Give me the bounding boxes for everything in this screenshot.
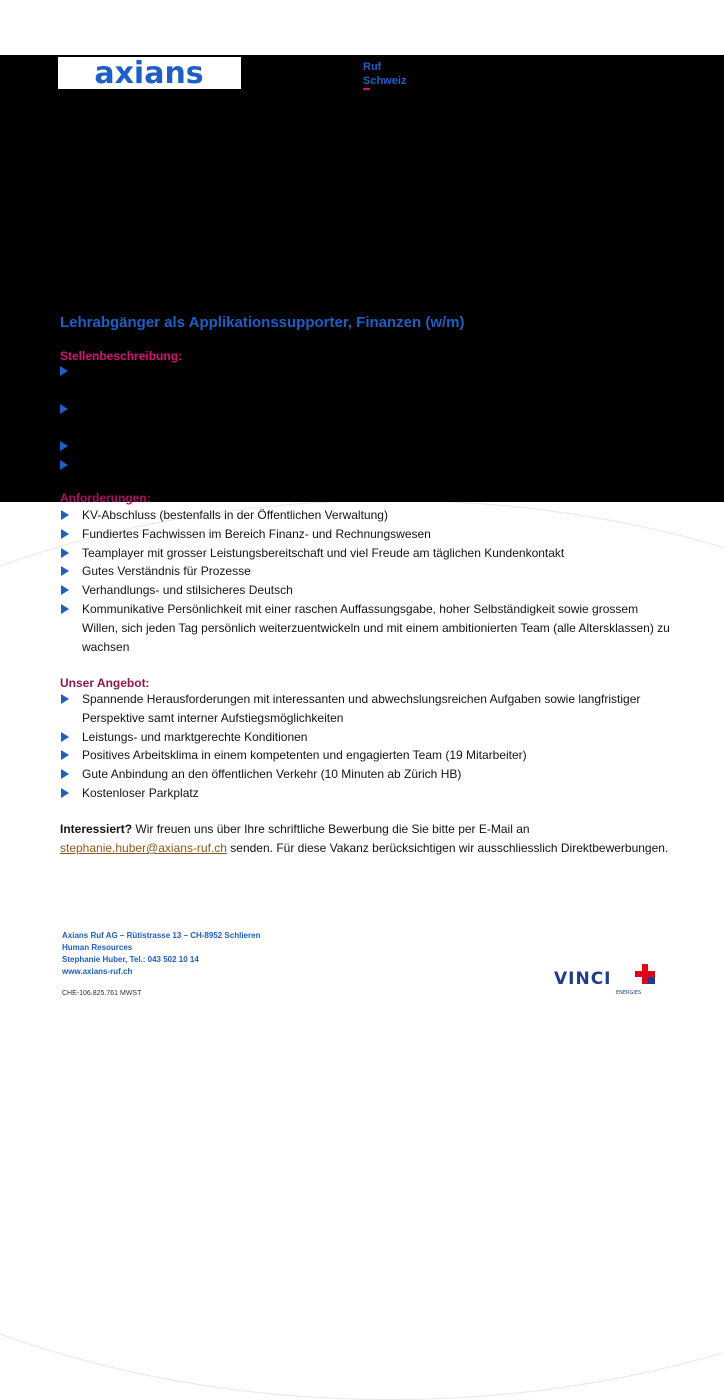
list-item: Kommunikative Persönlichkeit mit einer raschen Auffassungsgabe, hoher Selbständigkeit sowie grossem Willen, sich jeden Tag persönlich weiterzuentwickeln und mit einem ambitionierten Team (alle Altersklassen) zu wachsen — [60, 600, 670, 656]
bullet-icon — [61, 694, 69, 704]
bullet-icon — [61, 769, 69, 779]
requirements-heading: Anforderungen: — [60, 491, 151, 505]
bullet-icon — [61, 548, 69, 558]
footer-contact: Stephanie Huber, Tel.: 043 502 10 14 — [62, 955, 199, 964]
bullet-icon — [61, 585, 69, 595]
vinci-energies-logo — [554, 962, 664, 996]
bullet-icon — [61, 529, 69, 539]
closing-text-2: senden. Für diese Vakanz berücksichtigen wir ausschliesslich Direktbewerbungen. — [226, 841, 669, 855]
description-heading: Stellenbeschreibung: — [60, 349, 183, 363]
logo-text: axians — [94, 57, 204, 89]
bullet-icon — [61, 732, 69, 742]
brand-line-2: Schweiz — [363, 75, 407, 87]
list-item: Gute Anbindung an den öffentlichen Verkehr (10 Minuten ab Zürich HB) — [60, 765, 670, 784]
requirements-list — [60, 506, 670, 656]
bullet-icon — [60, 460, 68, 470]
footer-department: Human Resources — [62, 943, 133, 952]
list-item: Spannende Herausforderungen mit interessanten und abwechslungsreichen Aufgaben sowie langfristiger Perspektive samt interner Aufstiegsmöglichkeiten — [60, 690, 670, 728]
brand-line-1: Ruf — [363, 61, 382, 73]
closing-paragraph — [60, 820, 680, 858]
list-item: Kostenloser Parkplatz — [60, 784, 670, 803]
bullet-icon — [61, 510, 69, 520]
offer-list — [60, 690, 670, 803]
footer-vat: CHE-106.825.761 MWST — [62, 990, 142, 997]
axians-logo — [58, 57, 241, 89]
job-title: Lehrabgänger als Applikationssupporter, Finanzen (w/m) — [60, 314, 465, 331]
bullet-icon — [61, 604, 69, 614]
offer-heading: Unser Angebot: — [60, 676, 150, 690]
list-item: Verhandlungs- und stilsicheres Deutsch — [60, 581, 670, 600]
list-item: Fundiertes Fachwissen im Bereich Finanz- und Rechnungswesen — [60, 525, 670, 544]
list-item: Teamplayer mit grosser Leistungsbereitschaft und viel Freude am täglichen Kundenkontakt — [60, 544, 670, 563]
redacted-block — [0, 55, 724, 502]
bullet-icon — [60, 366, 68, 376]
footer — [62, 930, 260, 1000]
list-item: KV-Abschluss (bestenfalls in der Öffentlichen Verwaltung) — [60, 506, 670, 525]
email-link[interactable]: stephanie.huber@axians-ruf.ch — [60, 841, 227, 855]
closing-lead: Interessiert? — [60, 822, 133, 836]
bullet-icon — [60, 441, 68, 451]
list-item: Gutes Verständnis für Prozesse — [60, 562, 670, 581]
bullet-icon — [61, 788, 69, 798]
vinci-sub: ENERGIES — [616, 990, 642, 996]
list-item: Leistungs- und marktgerechte Konditionen — [60, 728, 670, 747]
vinci-cross-icon — [635, 964, 655, 984]
bullet-icon — [61, 750, 69, 760]
vinci-name: VINCI — [554, 969, 612, 989]
footer-website[interactable]: www.axians-ruf.ch — [62, 967, 133, 976]
bullet-icon — [60, 404, 68, 414]
brand-dash — [363, 88, 370, 90]
list-item: Positives Arbeitsklima in einem kompetenten und engagierten Team (19 Mitarbeiter) — [60, 746, 670, 765]
closing-text-1: Wir freuen uns über Ihre schriftliche Bewerbung die Sie bitte per E-Mail an — [132, 822, 530, 836]
brand-subtitle — [355, 60, 406, 88]
bullet-icon — [61, 566, 69, 576]
footer-address: Axians Ruf AG – Rütistrasse 13 – CH-8952 Schlieren — [62, 931, 261, 940]
